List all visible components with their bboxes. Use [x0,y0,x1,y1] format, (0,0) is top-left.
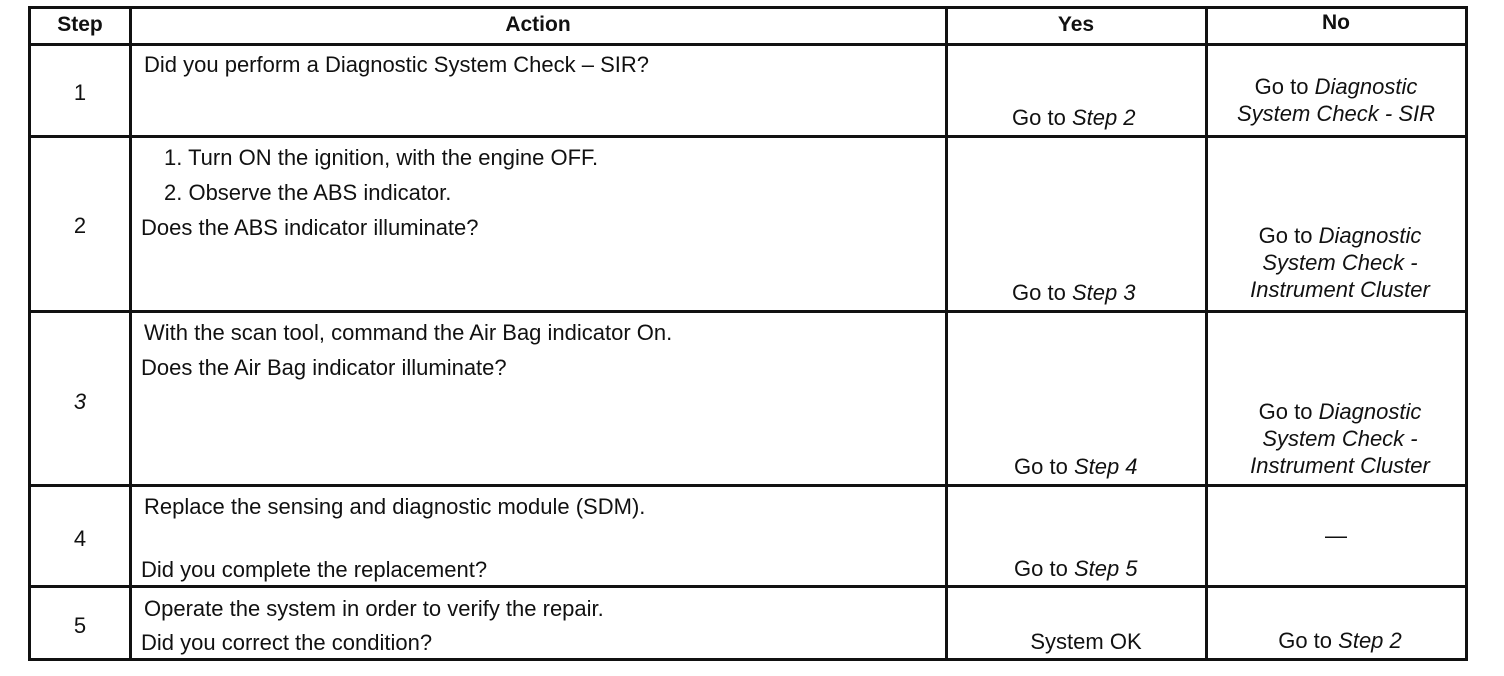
action-text: Replace the sensing and diagnostic module (SDM). [144,494,646,519]
action-text: Did you correct the condition? [141,630,433,655]
no-outcome: — [1325,523,1347,548]
action-text: 2. Observe the ABS indicator. [164,180,452,205]
row-divider [31,585,1465,588]
no-outcome: Go to Diagnostic System Check - Instrument Cluster [1250,223,1430,302]
action-text: Does the Air Bag indicator illuminate? [141,355,507,380]
no-outcome: Go to Diagnostic System Check - Instrument Cluster [1250,399,1430,478]
yes-outcome: Go to Step 2 [1012,105,1136,130]
header-no: No [1322,11,1350,34]
column-divider [129,9,132,658]
step-number: 3 [73,389,87,414]
row-divider [31,310,1465,313]
yes-outcome: System OK [1030,629,1142,654]
action-text: Does the ABS indicator illuminate? [141,215,479,240]
yes-outcome: Go to Step 4 [1014,454,1138,479]
action-text: 1. Turn ON the ignition, with the engine OFF. [164,145,599,170]
header-yes: Yes [1057,13,1095,36]
step-number: 4 [73,526,87,551]
yes-outcome: Go to Step 5 [1014,556,1138,581]
step-number: 2 [73,213,87,238]
action-text: Operate the system in order to verify the repair. [144,596,604,621]
action-text: Did you complete the replacement? [141,557,488,582]
action-text: With the scan tool, command the Air Bag indicator On. [144,320,673,345]
action-text: Did you perform a Diagnostic System Check – SIR? [144,52,649,77]
no-outcome: Go to Diagnostic System Check - SIR [1236,74,1436,126]
no-outcome: Go to Step 2 [1278,628,1402,653]
row-divider [31,135,1465,138]
row-divider [31,484,1465,487]
header-divider [31,43,1465,46]
step-number: 1 [73,80,87,105]
yes-outcome: Go to Step 3 [1012,280,1136,305]
header-step: Step [57,13,103,36]
step-number: 5 [73,613,87,638]
column-divider [945,9,948,658]
header-action: Action [505,13,571,36]
